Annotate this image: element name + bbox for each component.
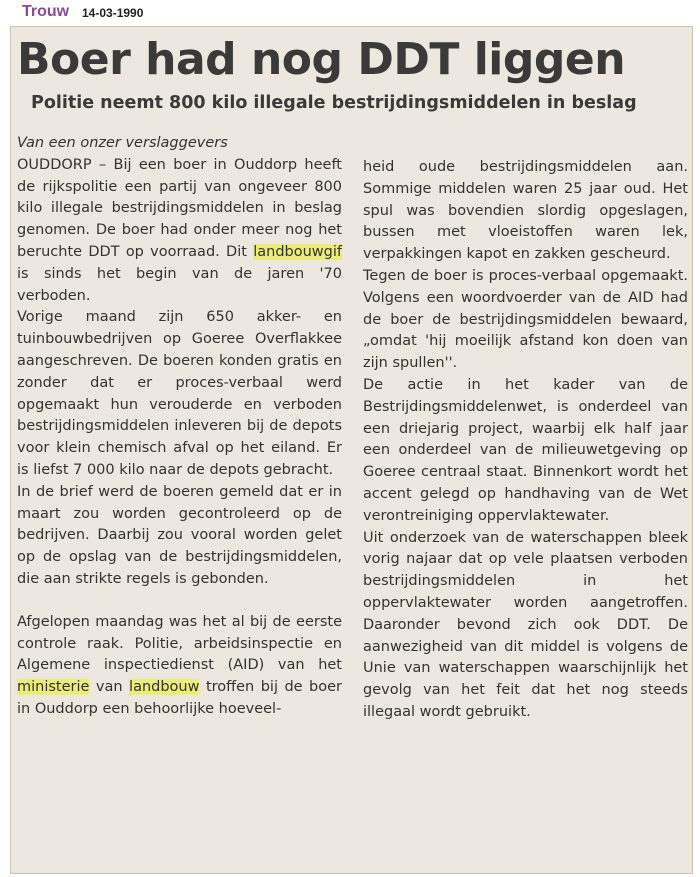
source-name: Trouw — [22, 3, 70, 20]
paragraph-2: Vorige maand zijn 650 akker- en tuinbouwbedrijven op Goeree Overflakkee aangeschreven. De boeren konden gratis en zonder dat er proces-verbaal werd opgemaakt hun verouderde en verboden bestrijdingsmiddelen inleveren bij de depots voor klein chemisch afval op het eiland. Er is liefst 7 000 kilo naar de depots gebracht. — [17, 309, 342, 478]
article-column-right — [363, 157, 688, 724]
paragraph-7: De actie in het kader van de Bestrijdingsmiddelenwet, is onderdeel van een driejarig project, waarbij elk half jaar een onderdeel van de milieuwetgeving op Goeree centraal staat. Binnenkort wordt het accent gelegd op handhaving van de Wet verontreiniging oppervlaktewater. — [363, 376, 688, 524]
paragraph-8: Uit onderzoek van de waterschappen bleek vorig najaar dat op vele plaatsen verboden bestrijdingsmiddelen in het oppervlaktewater worden aangetroffen. Daaronder bevond zich ook DDT. De aanwezigheid van dit middel is volgens de Unie van waterschappen waarschijnlijk het gevolg van het feit dat het nog steeds illegaal wordt gebruikt. — [363, 529, 688, 720]
paragraph-4 — [17, 612, 342, 721]
paragraph-3: In de brief werd de boeren gemeld dat er in maart zou worden gecontroleerd op de bedrijven. Daarbij zou vooral worden gelet op de opslag van de bestrijdingsmiddelen, die aan strikte regels is gebonden. — [17, 483, 342, 587]
headline: Boer had nog DDT liggen — [17, 34, 626, 85]
paragraph-6: Tegen de boer is proces-verbaal opgemaakt. Volgens een woordvoerder van de AID had de boer de bestrijdingsmiddelen bewaard, „omdat 'hij moeilijk afstand kon doen van zijn spullen''. — [363, 267, 688, 372]
highlight-ministerie: ministerie — [17, 679, 90, 696]
highlight-landbouw: landbouw — [129, 679, 200, 696]
publication-date: 14-03-1990 — [82, 6, 144, 20]
byline: Van een onzer verslaggevers — [17, 135, 228, 151]
paragraph-4-text-b: van — [89, 679, 130, 696]
newspaper-clipping — [10, 26, 693, 874]
highlight-landbouwgif: landbouwgif — [253, 243, 342, 260]
article-column-left — [17, 133, 342, 721]
paragraph-1-text-a: OUDDORP – Bij een boer in Ouddorp heeft de rijkspolitie een partij van ongeveer 800 kilo illegale bestrijdingsmiddelen in beslag genomen. De boer had onder meer nog het beruchte DDT op voorraad. Dit — [17, 156, 342, 260]
paragraph-1 — [17, 155, 342, 308]
clipping-header — [0, 0, 700, 26]
paragraph-gap — [17, 591, 342, 612]
paragraph-5: heid oude bestrijdingsmiddelen aan. Sommige middelen waren 25 jaar oud. Het spul was bovendien slordig opgeslagen, bussen met vloeistoffen waren lek, verpakkingen kapot en zakken gescheurd. — [363, 159, 688, 263]
paragraph-1-text-b: is sinds het begin van de jaren '70 verboden. — [17, 265, 342, 304]
subheadline: Politie neemt 800 kilo illegale bestrijdingsmiddelen in beslag — [31, 93, 637, 113]
paragraph-4-text-a: Afgelopen maandag was het al bij de eerste controle raak. Politie, arbeidsinspectie en Algemene inspectiedienst (AID) van het — [17, 613, 342, 674]
paragraph-4-text-c: troffen bij de boer in Ouddorp een behoorlijke hoeveel- — [17, 679, 342, 717]
